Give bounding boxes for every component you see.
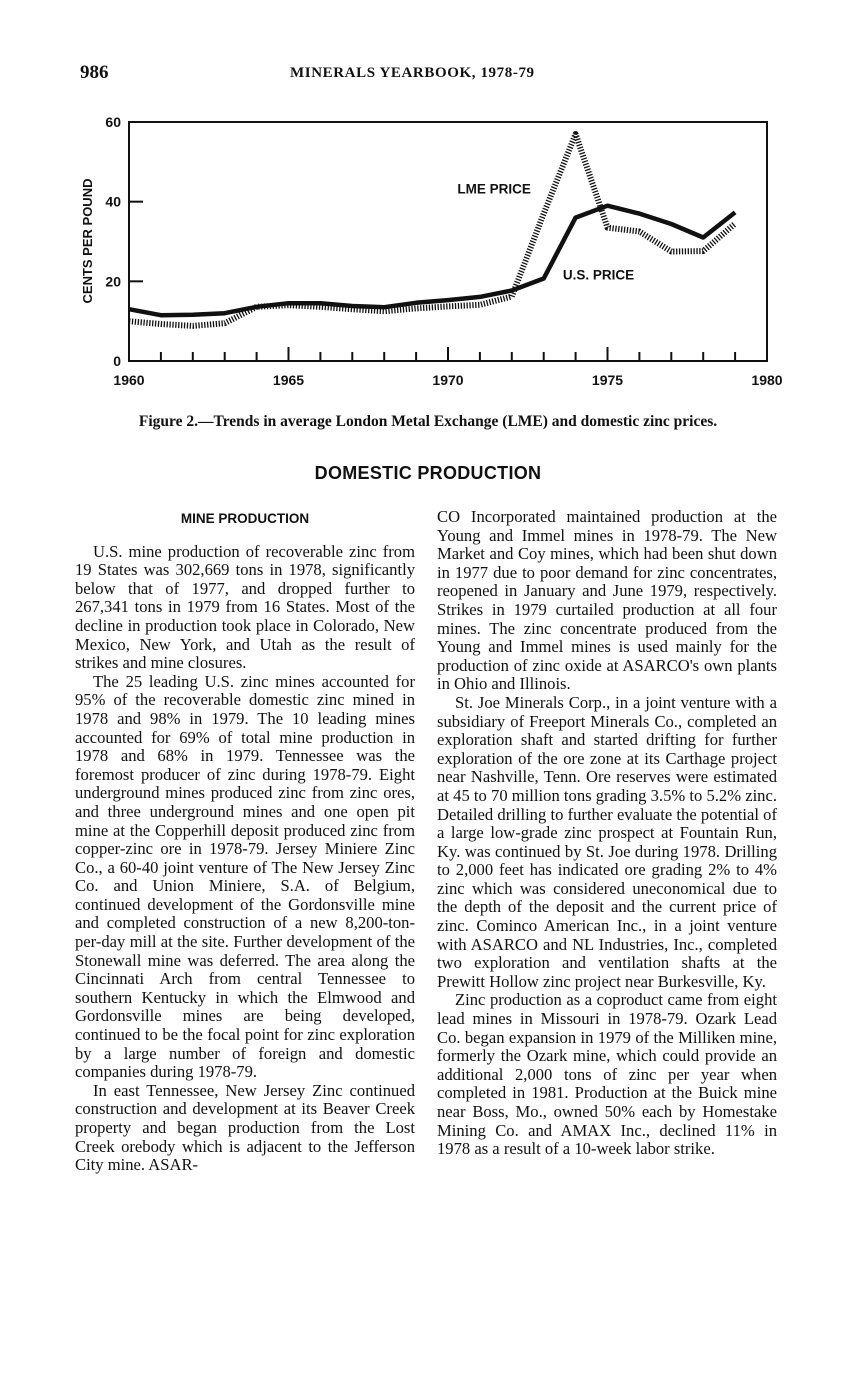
y-tick-label: 20	[105, 273, 121, 290]
series-layer	[129, 134, 735, 326]
y-axis-label: CENTS PER POUND	[80, 178, 95, 304]
us-price-line	[129, 206, 735, 316]
x-tick-label: 1960	[113, 372, 145, 388]
paragraph: CO Incorporated maintained production at the Young and Immel mines in 1978-79. The New Market and Coy mines, which had been shut down in 1977 due to poor demand for zinc concentrates, reopened in January and June 1979, respectively. Strikes in 1979 curtailed production at all four mines. The zinc concentrate produced from the Young and Immel mines is used mainly for the production of zinc oxide at ASARCO's own plants in Ohio and Illinois.	[437, 507, 777, 694]
lme-price-line	[129, 134, 735, 326]
lme-price-annotation: LME PRICE	[457, 181, 531, 197]
zinc-price-chart	[76, 110, 786, 395]
subsection-title: MINE PRODUCTION	[180, 511, 310, 526]
x-tick-label: 1970	[432, 372, 464, 388]
paragraph: In east Tennessee, New Jersey Zinc continued construction and development at its Beaver Creek property and began production from the Lost Creek orebody which is adjacent to the Jefferson City mine. ASAR-	[75, 1080, 415, 1175]
x-tick-label: 1965	[272, 372, 305, 388]
x-axis	[113, 347, 782, 388]
y-tick-label: 40	[105, 193, 121, 210]
us-price-annotation: U.S. PRICE	[562, 267, 635, 283]
paragraph: U.S. mine production of recoverable zinc from 19 States was 302,669 tons in 1978, significantly below that of 1977, and dropped further to 267,341 tons in 1979 from 16 States. Most of the decline in production took place in Colorado, New Mexico, New York, and Utah as the result of strikes and mine closures.	[75, 541, 415, 673]
figure-caption: Figure 2.—Trends in average London Metal Exchange (LME) and domestic zinc prices.	[138, 413, 718, 430]
y-tick-label: 60	[105, 114, 121, 130]
section-title: DOMESTIC PRODUCTION	[314, 463, 542, 483]
y-tick-label: 0	[113, 353, 121, 369]
page-header	[80, 62, 780, 88]
y-axis	[105, 114, 143, 369]
page-number: 986	[80, 62, 109, 83]
x-tick-label: 1980	[751, 372, 783, 388]
right-column	[437, 508, 777, 1159]
paragraph: The 25 leading U.S. zinc mines accounted for 95% of the recoverable domestic zinc mined in 1978 and 98% in 1979. The 10 leading mines accounted for 69% of total mine production in 1978 and 68% in 1979. Tennessee was the foremost producer of zinc during 1978-79. Eight underground mines produced zinc from zinc ores, and three underground mines and one open pit mine at the Copperhill deposit produced zinc from copper-zinc ore in 1978-79. Jersey Miniere Zinc Co., a 60-40 joint venture of The New Jersey Zinc Co. and Union Miniere, S.A. of Belgium, continued development of the Gordonsville mine and completed construction of a new 8,200-ton-per-day mill at the site. Further development of the Stonewall mine was deferred. The area along the Cincinnati Arch from central Tennessee to southern Kentucky in which the Elmwood and Gordonsville mines are being developed, continued to be the focal point for zinc exploration by a large number of foreign and domestic companies during 1978-79.	[75, 671, 415, 1082]
running-title: MINERALS YEARBOOK, 1978-79	[290, 65, 535, 81]
paragraph: Zinc production as a coproduct came from eight lead mines in Missouri in 1978-79. Ozark Lead Co. began expansion in 1979 of the Milliken mine, formerly the Ozark mine, which could provide an additional 2,000 tons of zinc per year when completed in 1981. Production at the Buick mine near Boss, Mo., owned 50% each by Homestake Mining Co. and AMAX Inc., declined 11% in 1978 as a result of a 10-week labor strike.	[437, 990, 777, 1159]
x-tick-label: 1975	[591, 372, 624, 388]
paragraph: St. Joe Minerals Corp., in a joint venture with a subsidiary of Freeport Minerals Co., completed an exploration shaft and started drifting for further exploration of the ore zone at its Carthage project near Nashville, Tenn. Ore reserves were estimated at 45 to 70 million tons grading 3.5% to 5.2% zinc. Detailed drilling to further evaluate the potential of a large low-grade zinc prospect at Fountain Run, Ky. was continued by St. Joe during 1978. Drilling to 2,000 feet has indicated ore grading 2% to 4% zinc which was considered uneconomical due to the depth of the deposit and the current price of zinc. Cominco American Inc., in a joint venture with ASARCO and NL Industries, Inc., completed two exploration and ventilation shafts at the Prewitt Hollow zinc project near Burkesville, Ky.	[437, 692, 777, 991]
left-column	[75, 508, 415, 1175]
